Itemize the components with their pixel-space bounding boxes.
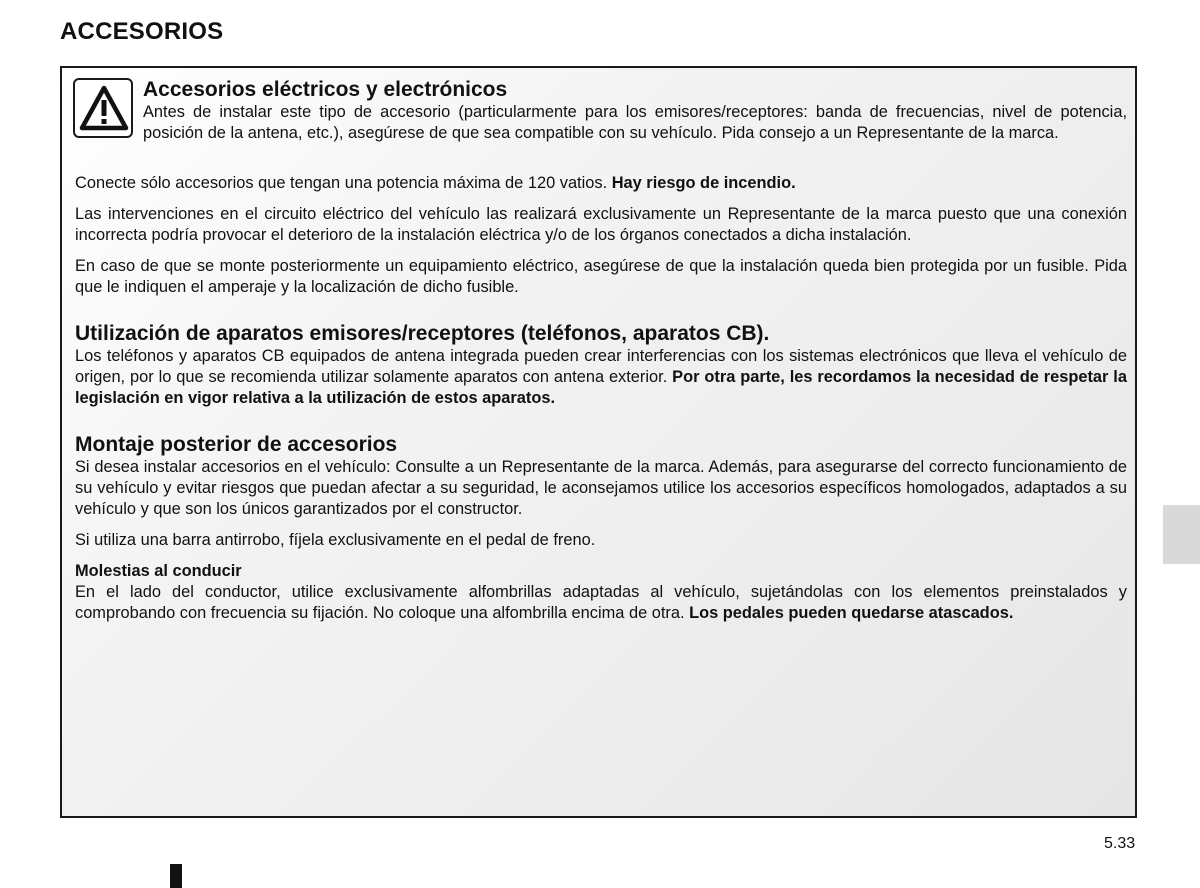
page-number: 5.33 <box>1104 835 1136 852</box>
paragraph: Si utiliza una barra antirrobo, fíjela exclusivamente en el pedal de freno. <box>75 531 596 549</box>
paragraph: Antes de instalar este tipo de accesorio (particularmente para los emisores/receptores: banda de frecuencias, nivel de potencia, posición de la antena, etc.), asegúrese de que sea compatible con su vehículo. Pida consejo a un Representante de la marca. <box>143 103 1127 142</box>
text-run: En el lado del conductor, utilice exclusivamente alfombrillas adaptadas al vehículo, sujetándolas con los elementos preinstalados y comprobando con frecuencia su fijación. No coloque una alfombrilla encima de otra. <box>75 583 1127 622</box>
paragraph <box>75 346 1127 409</box>
page-title: ACCESORIOS <box>60 18 224 45</box>
intro-block <box>143 78 1127 144</box>
text-run: Los teléfonos y aparatos CB equipados de antena integrada pueden crear interferencias con los sistemas electrónicos que lleva el vehículo de origen, por lo que se recomienda utilizar solamente aparatos con antena exterior. <box>75 347 1127 386</box>
chapter-tab <box>1163 505 1200 564</box>
bold-warning: Los pedales pueden quedarse atascados. <box>689 604 1014 622</box>
section-title-montaje: Montaje posterior de accesorios <box>75 433 398 456</box>
section-title-electricos: Accesorios eléctricos y electrónicos <box>143 78 508 101</box>
paragraph: En caso de que se monte posteriormente un equipamiento eléctrico, asegúrese de que la instalación queda bien protegida por un fusible. Pida que le indiquen el amperaje y la localización de dicho fusible. <box>75 257 1127 296</box>
subsection-title: Molestias al conducir <box>75 562 242 580</box>
warning-box <box>60 66 1137 818</box>
text-run: Conecte sólo accesorios que tengan una potencia máxima de 120 vatios. <box>75 174 612 192</box>
bold-warning: Hay riesgo de incendio. <box>611 174 796 192</box>
paragraph: Si desea instalar accesorios en el vehículo: Consulte a un Representante de la marca. Además, para asegurarse del correcto funcionamiento de su vehículo y evitar riesgos que puedan afectar a su seguridad, le aconsejamos utilice los accesorios específicos homologados, adaptados a su vehículo y que son los únicos garantizados por el constructor. <box>75 458 1127 518</box>
bold-warning: Por otra parte, les recordamos la necesidad de respetar la legislación en vigor relativa a la utilización de estos aparatos. <box>75 368 1127 407</box>
paragraph <box>75 582 1127 624</box>
content-block <box>75 173 1127 624</box>
paragraph: Las intervenciones en el circuito eléctrico del vehículo las realizará exclusivamente un Representante de la marca puesto que una conexión incorrecta podría provocar el deterioro de la instalación eléctrica y/o de los órganos conectados a dicha instalación. <box>75 205 1127 244</box>
edge-mark <box>170 864 182 888</box>
warning-triangle-icon <box>73 78 133 138</box>
paragraph <box>75 173 1127 194</box>
section-title-emisores: Utilización de aparatos emisores/receptores (teléfonos, aparatos CB). <box>75 322 770 345</box>
